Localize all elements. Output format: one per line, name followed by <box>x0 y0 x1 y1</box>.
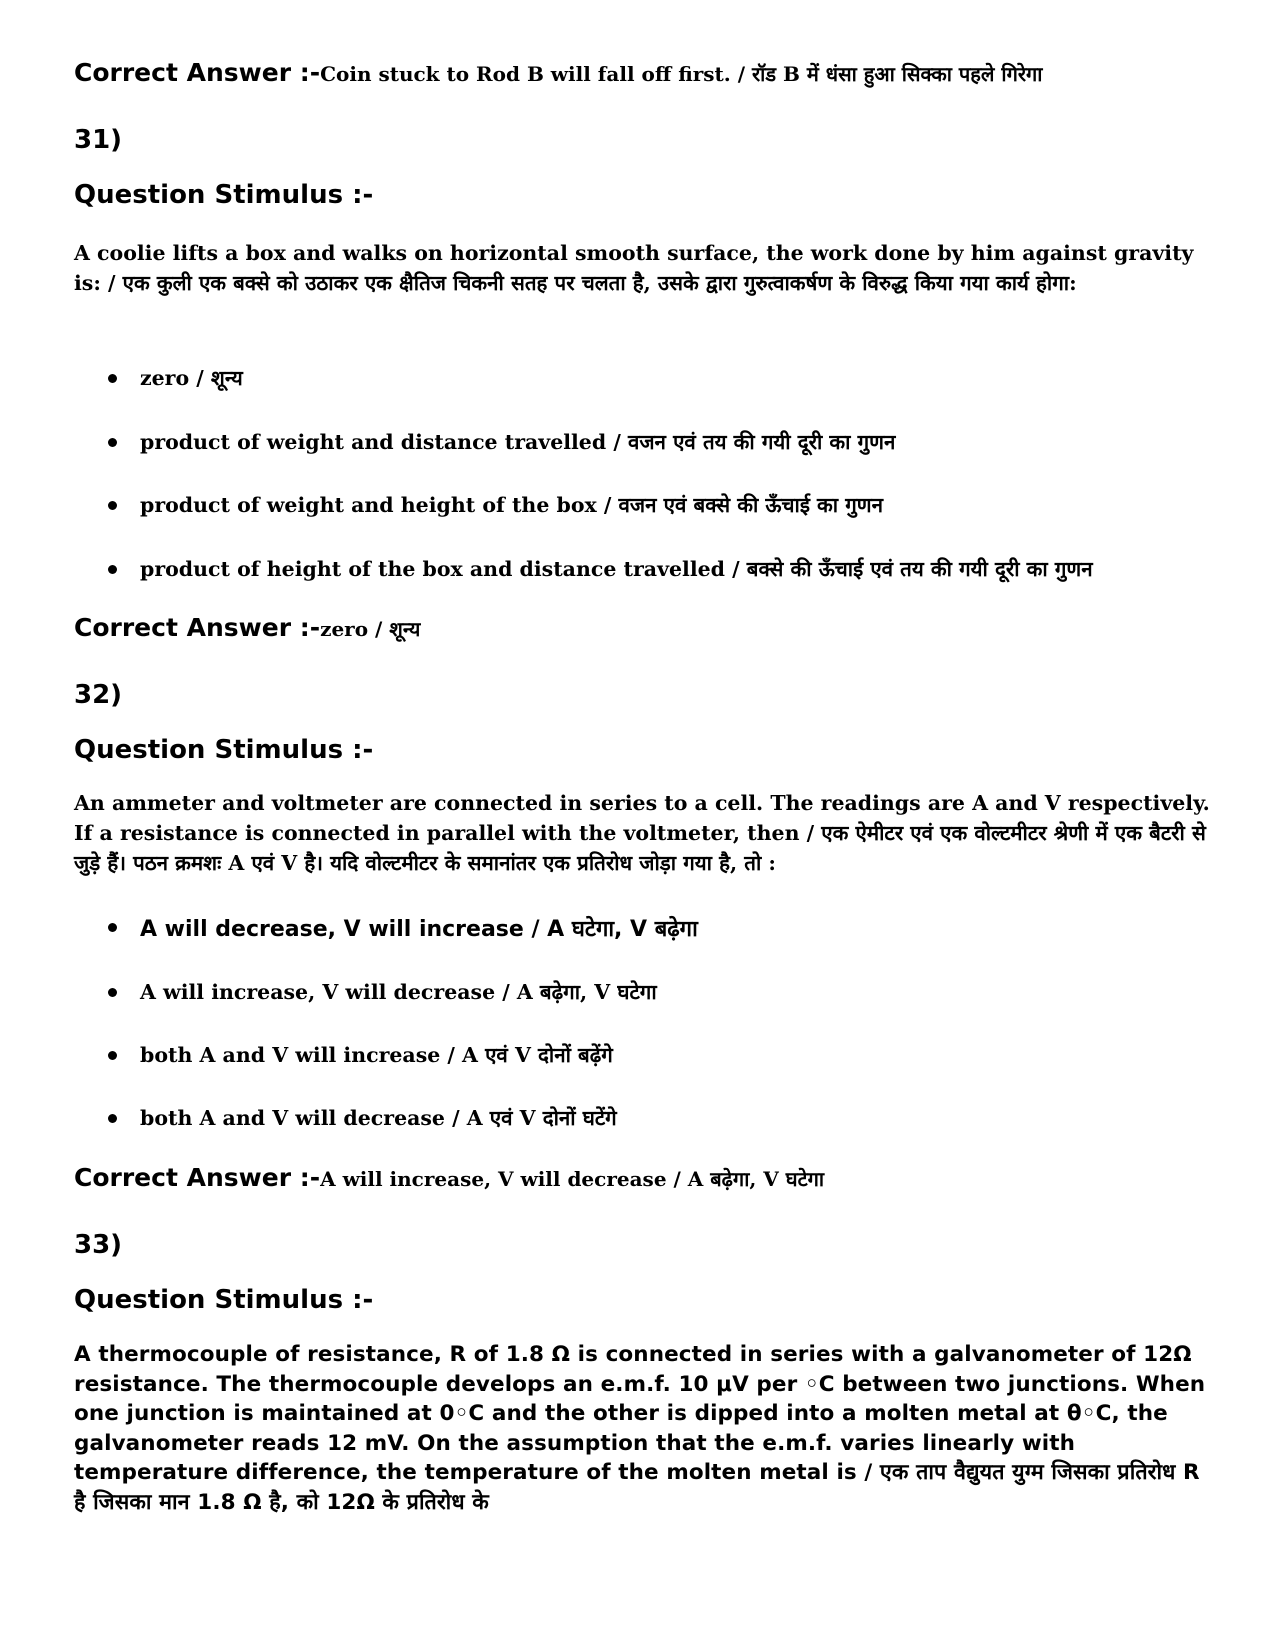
option-text: both A and V will decrease / A एवं V दोनों घटेंगे <box>140 1106 617 1130</box>
option-item[interactable] <box>74 1041 1215 1069</box>
option-item[interactable] <box>74 1104 1215 1132</box>
answer-label: Correct Answer :- <box>74 613 321 642</box>
question-number: 33) <box>74 1230 123 1260</box>
bullet-icon <box>108 1051 117 1060</box>
bullet-icon <box>108 565 117 574</box>
answer-label: Correct Answer :- <box>74 1163 321 1192</box>
bullet-icon <box>108 1114 117 1123</box>
bullet-icon <box>108 438 117 447</box>
option-item[interactable] <box>74 428 1215 456</box>
answer-text: Coin stuck to Rod B will fall off first. / रॉड B में धंसा हुआ सिक्का पहले गिरेगा <box>320 62 1043 86</box>
question-text: An ammeter and voltmeter are connected in series to a cell. The readings are A and V respectively. If a resistance is connected in parallel with the voltmeter, then / एक ऐमीटर एवं एक वोल्टमीटर श्रेणी में एक बैटरी से जुड़े हैं। पठन क्रमशः A एवं V है। यदि वोल्टमीटर के समानांतर एक प्रतिरोध जोड़ा गया है, तो : <box>74 791 1210 875</box>
option-text: both A and V will increase / A एवं V दोनों बढ़ेंगे <box>140 1043 613 1067</box>
question-stimulus-label: Question Stimulus :- <box>74 1285 374 1315</box>
bullet-icon <box>108 988 117 997</box>
option-item[interactable] <box>74 555 1215 583</box>
option-text: product of weight and height of the box / वजन एवं बक्से की ऊँचाई का गुणन <box>140 493 883 517</box>
bullet-icon <box>108 923 117 932</box>
previous-correct-answer <box>74 58 1215 87</box>
option-text: product of weight and distance travelled / वजन एवं तय की गयी दूरी का गुणन <box>140 430 896 454</box>
option-text: product of height of the box and distance travelled / बक्से की ऊँचाई एवं तय की गयी दूरी का गुणन <box>140 557 1093 581</box>
option-item[interactable] <box>74 913 1215 943</box>
answer-text: A will increase, V will decrease / A बढ़ेगा, V घटेगा <box>320 1167 825 1191</box>
correct-answer <box>74 1163 1215 1192</box>
question-stimulus-label: Question Stimulus :- <box>74 735 374 765</box>
bullet-icon <box>108 501 117 510</box>
option-item[interactable] <box>74 364 1215 392</box>
question-text: A thermocouple of resistance, R of 1.8 Ω is connected in series with a galvanometer of 12Ω resistance. The thermocouple develops an e.m.f. 10 μV per ◦C between two junctions. When one junction is maintained at 0◦C and the other is dipped into a molten metal at θ◦C, the galvanometer reads 12 mV. On the assumption that the e.m.f. varies linearly with temperature difference, the temperature of the molten metal is / एक ताप वैद्युयत युग्म जिसका प्रतिरोध R है जिसका मान 1.8 Ω है, को 12Ω के प्रतिरोध के <box>74 1342 1206 1515</box>
option-text: A will decrease, V will increase / A घटेगा, V बढ़ेगा <box>140 917 698 942</box>
question-text: A coolie lifts a box and walks on horizontal smooth surface, the work done by him against gravity is: / एक कुली एक बक्से को उठाकर एक क्षैतिज चिकनी सतह पर चलता है, उसके द्वारा गुरुत्वाकर्षण के विरुद्ध किया गया कार्य होगा: <box>74 241 1194 295</box>
answer-text: zero / शून्य <box>320 617 421 641</box>
bullet-icon <box>108 374 117 383</box>
question-number: 31) <box>74 125 123 155</box>
question-number: 32) <box>74 680 123 710</box>
answer-label: Correct Answer :- <box>74 58 321 87</box>
question-stimulus-label: Question Stimulus :- <box>74 180 374 210</box>
option-text: zero / शून्य <box>140 366 243 390</box>
option-item[interactable] <box>74 491 1215 519</box>
option-item[interactable] <box>74 978 1215 1006</box>
option-text: A will increase, V will decrease / A बढ़ेगा, V घटेगा <box>140 980 657 1004</box>
correct-answer <box>74 613 1215 642</box>
